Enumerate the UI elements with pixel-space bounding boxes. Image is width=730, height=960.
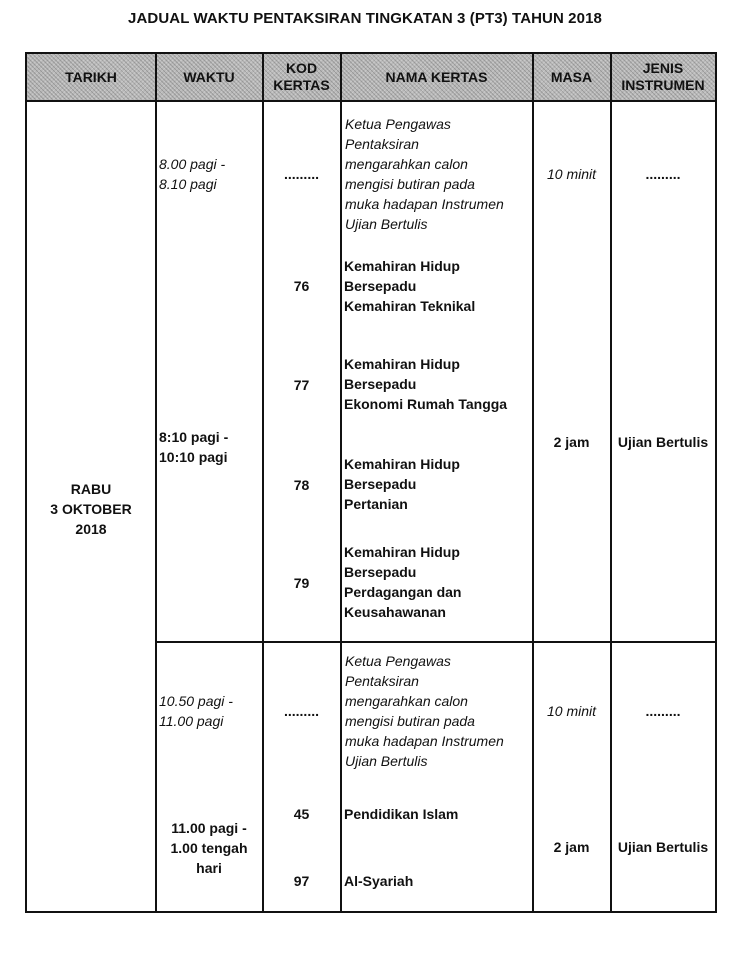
session1-exam-time: 8:10 pagi - 10:10 pagi [159, 429, 229, 465]
exam-date: RABU 3 OKTOBER 2018 [50, 481, 132, 537]
header-nama-kertas: NAMA KERTAS [385, 68, 488, 85]
paper-name: Kemahiran Hidup Bersepadu Ekonomi Rumah Tangga [344, 356, 508, 412]
paper-name: Kemahiran Hidup Bersepadu Pertanian [344, 456, 460, 512]
header-masa: MASA [550, 68, 593, 85]
session2-exam-jenis: Ujian Bertulis [617, 839, 709, 855]
session2-instruction-jenis: ......... [645, 703, 681, 719]
session-divider [155, 641, 715, 643]
session2-exam-masa: 2 jam [553, 839, 590, 855]
table-header [27, 54, 715, 102]
session2-exam-time: 11.00 pagi - 1.00 tengah hari [170, 820, 248, 876]
column-divider [155, 54, 157, 911]
paper-code: 97 [293, 873, 310, 889]
session2-instruction-masa: 10 minit [546, 703, 597, 719]
paper-code: 76 [293, 278, 310, 294]
session2-instruction-time: 10.50 pagi - 11.00 pagi [159, 693, 233, 729]
session2-instruction-code: ......... [283, 703, 319, 719]
header-waktu: WAKTU [183, 68, 235, 85]
paper-code: 78 [293, 477, 310, 493]
session1-instruction-jenis: ......... [645, 166, 681, 182]
session1-exam-masa: 2 jam [553, 434, 590, 450]
paper-code: 79 [293, 575, 310, 591]
header-kod-kertas: KOD KERTAS [273, 60, 330, 93]
session1-instruction-code: ......... [283, 166, 319, 182]
paper-code: 45 [293, 806, 310, 822]
header-tarikh: TARIKH [65, 68, 117, 85]
header-jenis-instrumen: JENIS INSTRUMEN [621, 60, 705, 93]
page-title: JADUAL WAKTU PENTAKSIRAN TINGKATAN 3 (PT3) TAHUN 2018 [128, 10, 602, 27]
column-divider [340, 54, 342, 911]
exam-timetable [25, 52, 717, 913]
session1-instruction-masa: 10 minit [546, 166, 597, 182]
paper-name: Kemahiran Hidup Bersepadu Perdagangan dan Keusahawanan [344, 544, 462, 620]
paper-name: Kemahiran Hidup Bersepadu Kemahiran Teknikal [344, 258, 476, 314]
paper-code: 77 [293, 377, 310, 393]
paper-name: Al-Syariah [344, 873, 414, 889]
session1-exam-jenis: Ujian Bertulis [617, 434, 709, 450]
session1-instruction-text: Ketua Pengawas Pentaksiran mengarahkan calon mengisi butiran pada muka hadapan Instrumen Ujian Bertulis [345, 116, 504, 232]
paper-name: Pendidikan Islam [344, 806, 459, 822]
session1-instruction-time: 8.00 pagi - 8.10 pagi [159, 156, 226, 192]
session2-instruction-text: Ketua Pengawas Pentaksiran mengarahkan calon mengisi butiran pada muka hadapan Instrumen Ujian Bertulis [345, 653, 504, 769]
